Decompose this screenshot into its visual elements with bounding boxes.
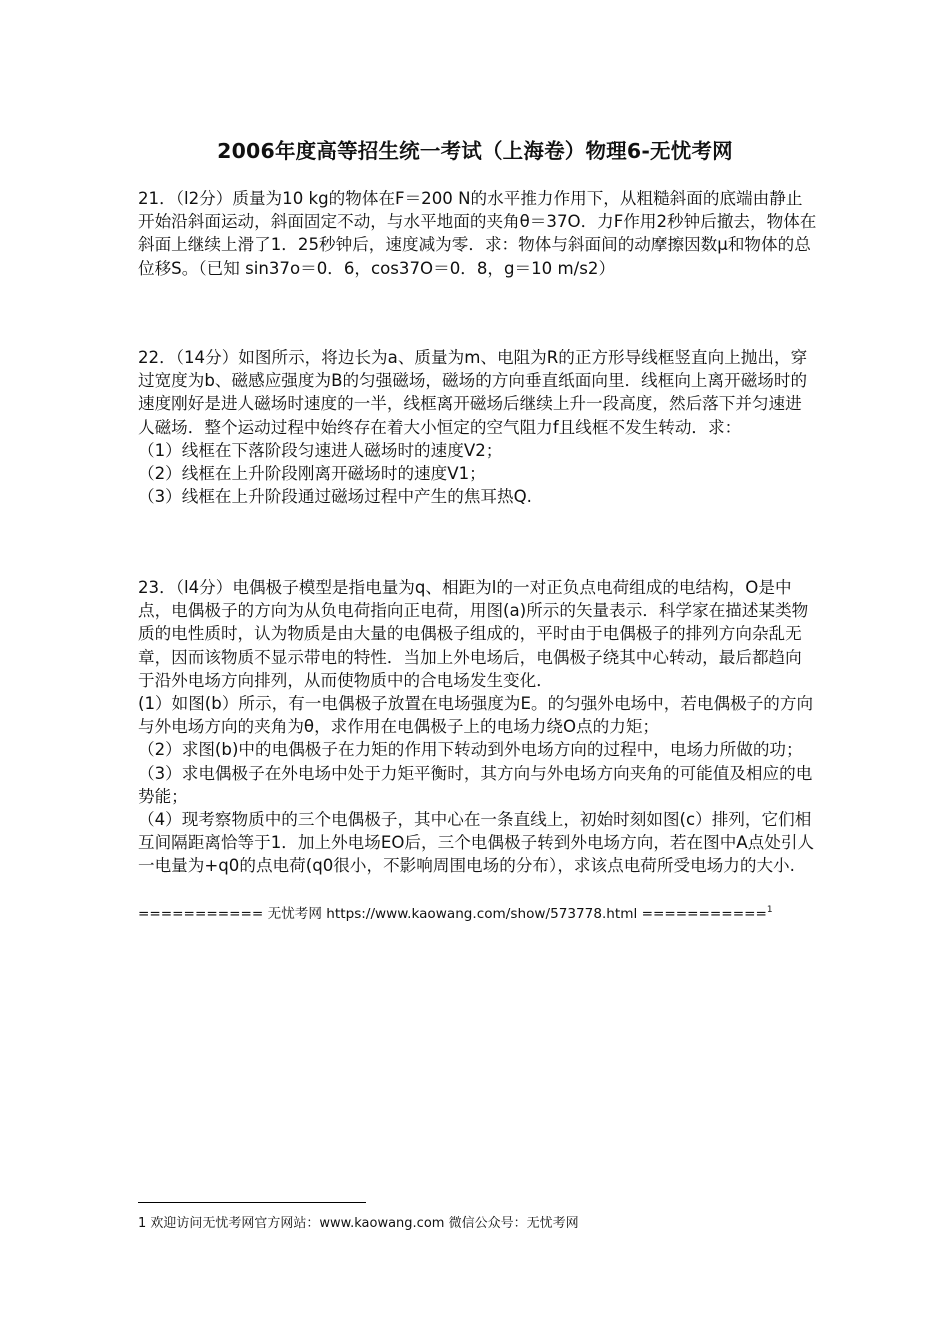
question-22: [138, 346, 818, 508]
question-22-part-3: （3）线框在上升阶段通过磁场过程中产生的焦耳热Q.: [138, 487, 532, 507]
question-23-part-4: （4）现考察物质中的三个电偶极子，其中心在一条直线上，初始时刻如图(c）排列，它们相互间隔距离恰等于1．加上外电场EO后，三个电偶极子转到外电场方向，若在图中A点处引人一电量为+q0的点电荷(q0很小，不影响周围电场的分布），求该点电荷所受电场力的大小.: [138, 810, 815, 876]
question-23-part-3: （3）求电偶极子在外电场中处于力矩平衡时，其方向与外电场方向夹角的可能值及相应的电势能；: [138, 763, 813, 806]
question-23-part-1: (1）如图(b）所示，有一电偶极子放置在电场强度为E。的匀强外电场中，若电偶极子的方向与外电场方向的夹角为θ，求作用在电偶极子上的电场力绕O点的力矩；: [138, 694, 814, 737]
question-22-part-1: （1）线框在下落阶段匀速进人磁场时的速度V2；: [138, 440, 503, 460]
footnote-separator: [138, 1202, 366, 1203]
question-22-part-2: （2）线框在上升阶段刚离开磁场时的速度V1；: [138, 464, 486, 484]
footnote-text: 1 欢迎访问无忧考网官方网站：www.kaowang.com 微信公众号：无忧考网: [138, 1216, 579, 1231]
question-21: [138, 187, 818, 280]
footnote-reference: 1: [766, 905, 773, 915]
source-link-text[interactable]: =========== 无忧考网 https://www.kaowang.com/show/573778.html ===========: [138, 906, 767, 922]
question-21-text: 21．（l2分）质量为10 kg的物体在F＝200 N的水平推力作用下，从粗糙斜面的底端由静止开始沿斜面运动，斜面固定不动，与水平地面的夹角θ＝37O．力F作用2秒钟后撤去，物体在斜面上继续上滑了1．25秒钟后，速度减为零．求：物体与斜面间的动摩擦因数μ和物体的总位移S。（已知 sin37o＝0．6，cos37O＝0．8，g＝10 m/s2）: [138, 189, 817, 278]
document-title: 2006年度高等招生统一考试（上海卷）物理6-无忧考网: [217, 139, 733, 163]
question-23: [138, 576, 818, 878]
question-23-intro: 23．（l4分）电偶极子模型是指电量为q、相距为l的一对正负点电荷组成的电结构，O是中点，电偶极子的方向为从负电荷指向正电荷，用图(a)所示的矢量表示．科学家在描述某类物质的电性质时，认为物质是由大量的电偶极子组成的，平时由于电偶极子的排列方向杂乱无章，因而该物质不显示带电的特性．当加上外电场后，电偶极子绕其中心转动，最后都趋向于沿外电场方向排列，从而使物质中的合电场发生变化．: [138, 578, 809, 690]
source-link-line[interactable]: [138, 902, 828, 922]
question-23-part-2: （2）求图(b)中的电偶极子在力矩的作用下转动到外电场方向的过程中，电场力所做的功；: [138, 740, 803, 760]
question-22-intro: 22．（14分）如图所示，将边长为a、质量为m、电阻为R的正方形导线框竖直向上抛出，穿过宽度为b、磁感应强度为B的匀强磁场，磁场的方向垂直纸面向里．线框向上离开磁场时的速度刚好是进人磁场时速度的一半，线框离开磁场后继续上升一段高度，然后落下并匀速进人磁场．整个运动过程中始终存在着大小恒定的空气阻力f且线框不发生转动．求：: [138, 348, 808, 437]
